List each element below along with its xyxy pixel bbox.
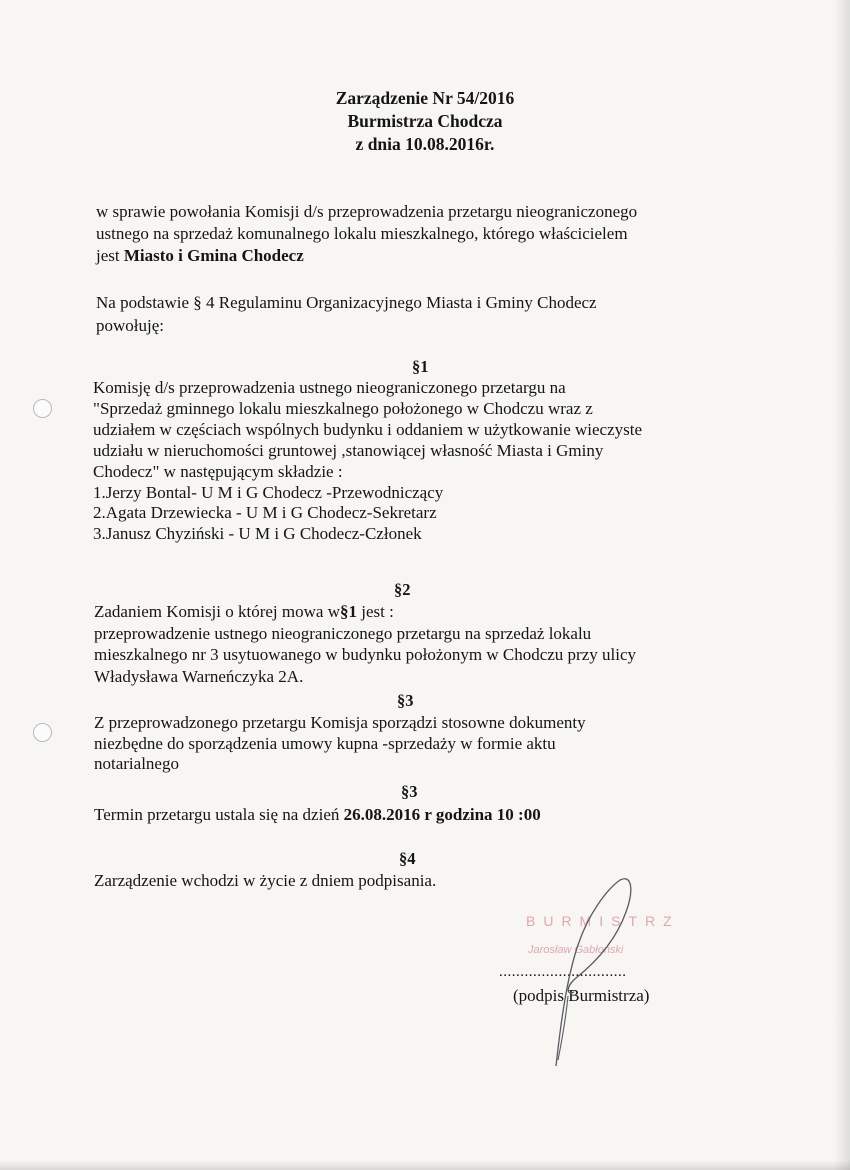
section-3a-line: Z przeprowadzonego przetargu Komisja sporządzi stosowne dokumenty xyxy=(94,713,586,732)
section-1-line: Chodecz" w następującym składzie : xyxy=(93,461,343,481)
title-ordinance-number: Zarządzenie Nr 54/2016 xyxy=(335,88,515,108)
section-3b-heading: §3 xyxy=(401,782,418,801)
tender-date-prefix: Termin przetargu ustala się na dzień xyxy=(94,805,344,824)
section-2-line: Władysława Warneńczyka 2A. xyxy=(94,666,304,686)
basis-line-2: powołuję: xyxy=(96,316,164,335)
committee-member-2: 2.Agata Drzewiecka - U M i G Chodecz-Sekretarz xyxy=(93,503,437,523)
section-2-suffix: jest : xyxy=(356,602,394,621)
subject-line-2: ustnego na sprzedaż komunalnego lokalu mieszkalnego, którego właścicielem xyxy=(96,224,628,243)
section-3a-line: notarialnego xyxy=(94,754,179,773)
subject-line-3-prefix: jest xyxy=(96,246,124,265)
section-1-line: udziału w nieruchomości gruntowej ,stanowiącej własność Miasta i Gminy xyxy=(93,440,604,460)
signature-dots: .............................. xyxy=(499,964,627,980)
section-2-heading: §2 xyxy=(394,580,411,599)
section-1-line: "Sprzedaż gminnego lokalu mieszkalnego położonego w Chodczu wraz z xyxy=(93,398,593,418)
section-3a-line: niezbędne do sporządzenia umowy kupna -sprzedaży w formie aktu xyxy=(94,733,556,753)
committee-member-1: 1.Jerzy Bontal- U M i G Chodecz -Przewodniczący xyxy=(93,482,444,502)
effective-clause: Zarządzenie wchodzi w życie z dniem podpisania. xyxy=(94,871,437,890)
committee-member-3: 3.Janusz Chyziński - U M i G Chodecz-Członek xyxy=(93,524,422,544)
section-2-ref: §1 xyxy=(339,602,357,621)
title-date: z dnia 10.08.2016r. xyxy=(355,134,495,154)
signature-caption: (podpis Burmistrza) xyxy=(513,986,650,1005)
basis-line-1: Na podstawie § 4 Regulaminu Organizacyjnego Miasta i Gminy Chodecz xyxy=(96,293,597,312)
section-3a-heading: §3 xyxy=(397,691,414,710)
subject-owner: Miasto i Gmina Chodecz xyxy=(123,246,304,265)
section-1-heading: §1 xyxy=(412,357,429,376)
section-2-prefix: Zadaniem Komisji o której mowa w xyxy=(94,602,340,621)
tender-date-value: 26.08.2016 r godzina 10 :00 xyxy=(343,805,541,824)
stamp-name: Jarosław Gabłoński xyxy=(528,944,624,956)
section-2-line: mieszkalnego nr 3 usytuowanego w budynku położonym w Chodczu przy ulicy xyxy=(94,645,637,665)
title-issuer: Burmistrza Chodcza xyxy=(347,111,503,131)
subject-line-1: w sprawie powołania Komisji d/s przeprowadzenia przetargu nieograniczonego xyxy=(96,202,638,221)
section-1-line: udziałem w częściach wspólnych budynku i oddaniem w użytkowanie wieczyste xyxy=(93,419,643,439)
stamp-title: BURMISTRZ xyxy=(526,913,680,929)
section-1-line: Komisję d/s przeprowadzenia ustnego nieograniczonego przetargu na xyxy=(93,378,566,397)
section-2-line: przeprowadzenie ustnego nieograniczonego przetargu na sprzedaż lokalu xyxy=(94,623,592,643)
section-4-heading: §4 xyxy=(399,849,416,868)
